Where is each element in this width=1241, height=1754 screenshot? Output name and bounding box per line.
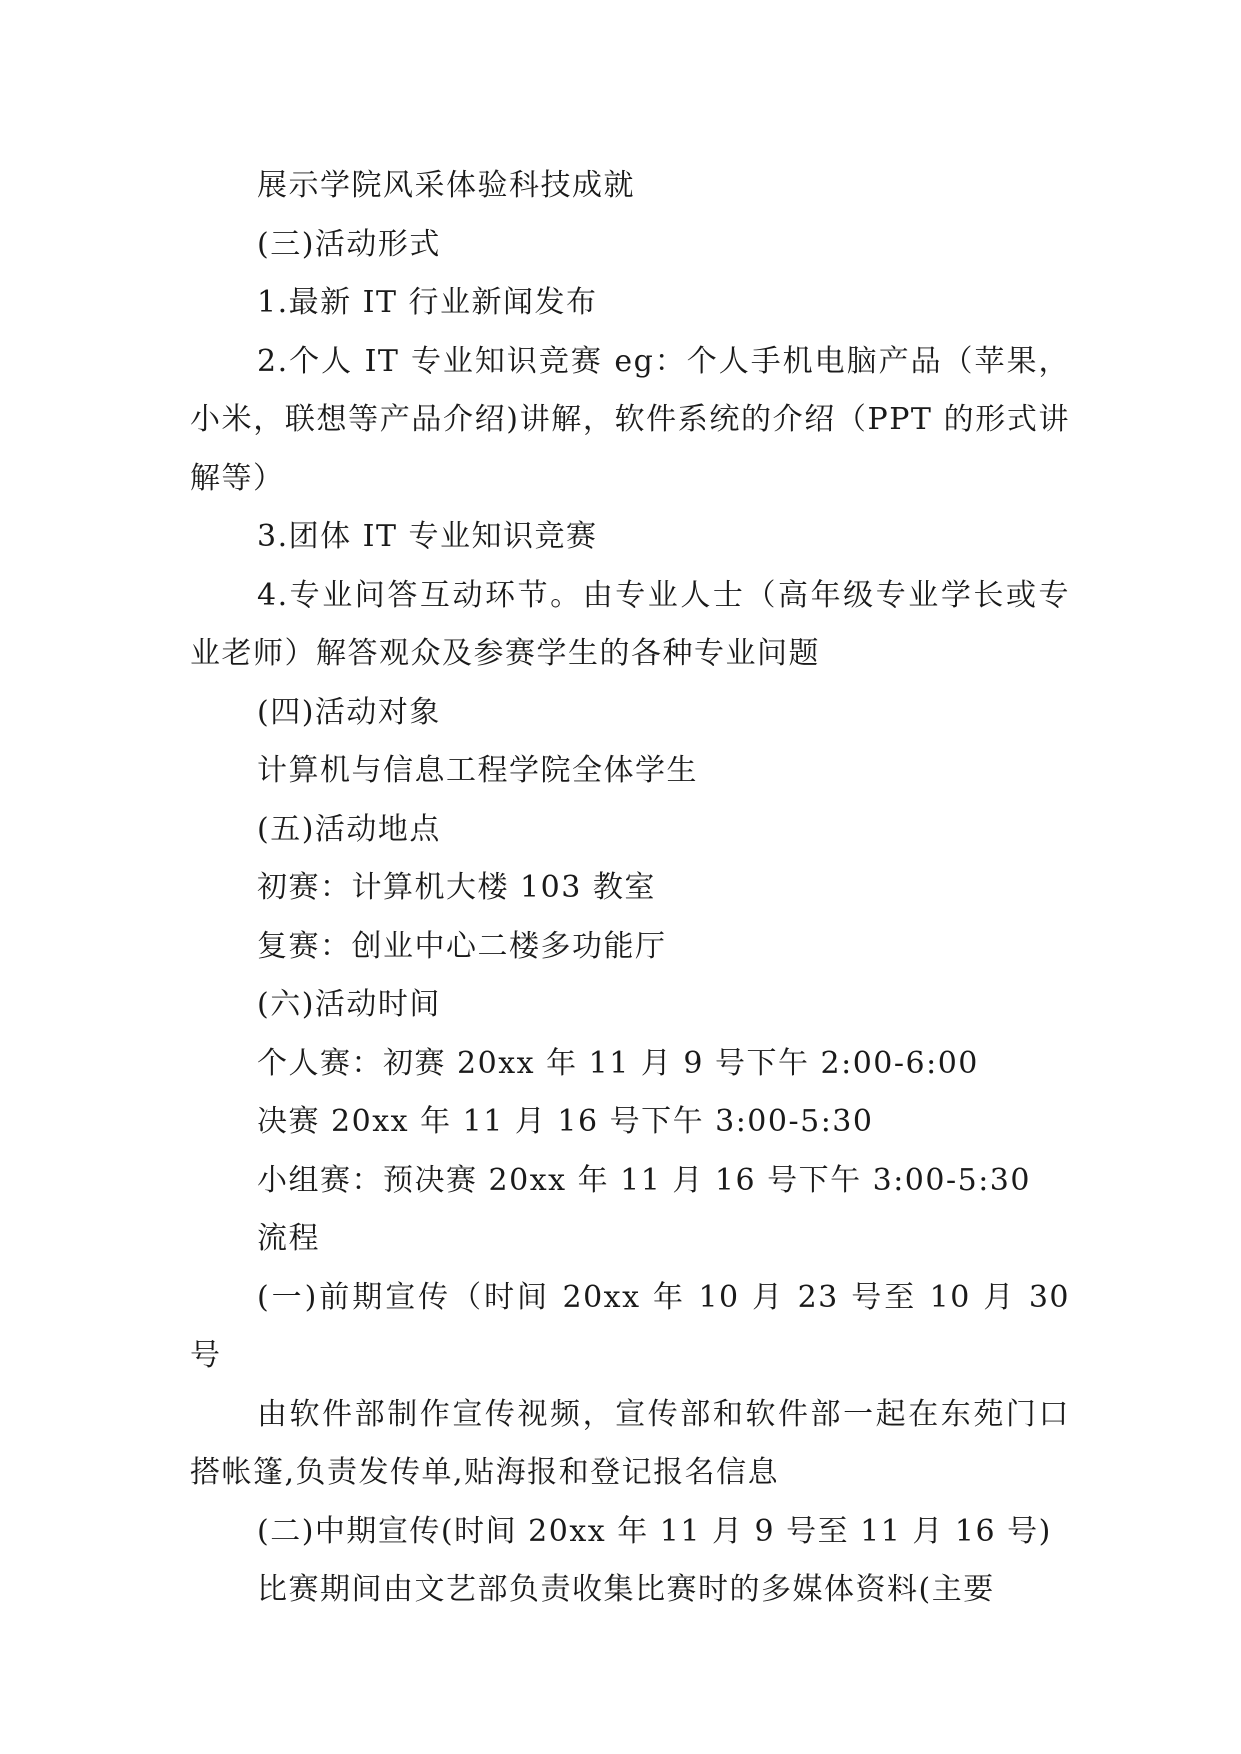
- paragraph: 小组赛：预决赛 20xx 年 11 月 16 号下午 3:00-5:30: [257, 1162, 1031, 1198]
- paragraph: 由软件部制作宣传视频，宣传部和软件部一起在东苑门口搭帐篷,负责发传单,贴海报和登记报名信息: [190, 1396, 1070, 1490]
- paragraph: 复赛：创业中心二楼多功能厅: [257, 928, 667, 964]
- document-body: [190, 157, 1070, 1620]
- paragraph: 计算机与信息工程学院全体学生: [257, 753, 698, 788]
- section-heading: (六)活动时间: [257, 987, 441, 1022]
- paragraph: 初赛：计算机大楼 103 教室: [257, 870, 656, 905]
- section-heading: (二)中期宣传(时间 20xx 年 11 月 9 号至 11 月 16 号): [257, 1513, 1052, 1549]
- section-heading: (四)活动对象: [257, 694, 441, 730]
- section-heading: 流程: [257, 1221, 320, 1256]
- section-heading: (一)前期宣传（时间 20xx 年 10 月 23 号至 10 月 30 号: [190, 1279, 1070, 1373]
- list-item: 1.最新 IT 行业新闻发布: [257, 285, 598, 320]
- paragraph: 个人赛：初赛 20xx 年 11 月 9 号下午 2:00-6:00: [257, 1045, 979, 1081]
- list-item: 4.专业问答互动环节。由专业人士（高年级专业学长或专业老师）解答观众及参赛学生的各种专业问题: [190, 577, 1070, 671]
- section-heading: (五)活动地点: [257, 811, 441, 847]
- list-item: 3.团体 IT 专业知识竞赛: [257, 519, 598, 554]
- paragraph: 展示学院风采体验科技成就: [257, 168, 635, 203]
- section-heading: (三)活动形式: [257, 226, 441, 262]
- paragraph: 决赛 20xx 年 11 月 16 号下午 3:00-5:30: [257, 1104, 874, 1139]
- paragraph: 比赛期间由文艺部负责收集比赛时的多媒体资料(主要: [257, 1572, 995, 1607]
- list-item: 2.个人 IT 专业知识竞赛 eg：个人手机电脑产品（苹果，小米，联想等产品介绍)讲解，软件系统的介绍（PPT 的形式讲解等）: [190, 343, 1070, 496]
